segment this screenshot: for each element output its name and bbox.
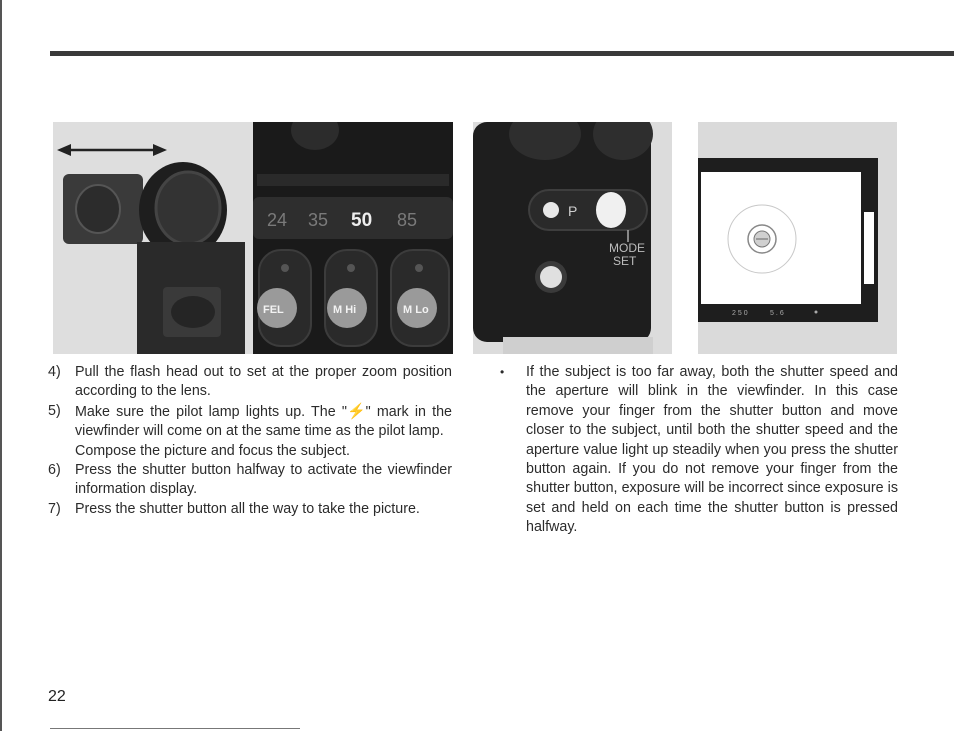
viewfinder-shutter-speed: 250	[732, 310, 750, 317]
step-text: Press the shutter button halfway to activate the viewfinder information display.	[75, 462, 452, 498]
photo-zoom-scale-buttons	[253, 122, 453, 354]
set-label: SET	[613, 254, 637, 268]
step-text: Pull the flash head out to set at the proper zoom position according to the lens.	[75, 364, 452, 400]
step-text: Make sure the pilot lamp lights up. The "⚡" mark in the viewfinder will come on at the same time as the pilot lamp.	[75, 402, 453, 440]
step-7	[48, 500, 452, 519]
note-item	[498, 363, 898, 538]
viewfinder-illustration	[698, 122, 897, 354]
zoom-label-85: 85	[397, 210, 418, 230]
zoom-label-24: 24	[267, 210, 288, 230]
step-5-continuation	[48, 442, 452, 461]
step-5	[48, 402, 452, 442]
note-paragraph	[498, 363, 898, 538]
photo-flash-head-zoom	[53, 122, 253, 354]
page-left-edge	[0, 0, 2, 731]
instruction-steps	[48, 363, 452, 519]
m-hi-button-label: M Hi	[333, 304, 357, 316]
footer-rule	[50, 728, 300, 729]
flash-icon: ⚡	[346, 402, 366, 420]
fel-button-label: FEL	[263, 304, 284, 316]
zoom-panel-illustration	[253, 122, 453, 354]
step-text: Compose the picture and focus the subject.	[75, 442, 350, 459]
bullet-icon: •	[500, 365, 505, 379]
m-lo-button-label: M Lo	[403, 304, 429, 316]
zoom-label-50: 50	[351, 210, 373, 231]
step-6	[48, 461, 452, 500]
note-text: If the subject is too far away, both the shutter speed and the aperture will blink in the viewfinder. In this case remove your finger from the shutter button and move closer to the subject, until both the shutter speed and the aperture value light up steadily when you press the shutter button again. If you do not remove your finger from the shutter button, exposure will be incorrect since exposure is set and held on each time the shutter button is pressed halfway.	[526, 364, 898, 536]
photo-mode-selector	[473, 122, 672, 354]
step-text: Press the shutter button all the way to take the picture.	[75, 500, 420, 517]
step-4	[48, 363, 452, 402]
flash-head-illustration	[53, 122, 253, 354]
photo-viewfinder-display	[698, 122, 897, 354]
mode-selector-illustration	[473, 122, 672, 354]
step-number: 7)	[48, 500, 61, 517]
page-number: 22	[48, 688, 66, 705]
zoom-label-35: 35	[308, 210, 329, 230]
mode-selector-p-label: P	[568, 203, 578, 219]
step-number: 4)	[48, 364, 61, 380]
step-number: 5)	[48, 402, 61, 419]
step-number: 6)	[48, 462, 61, 479]
mode-label: MODE	[609, 241, 645, 255]
viewfinder-aperture: 5.6	[770, 310, 786, 317]
header-rule	[50, 51, 954, 56]
